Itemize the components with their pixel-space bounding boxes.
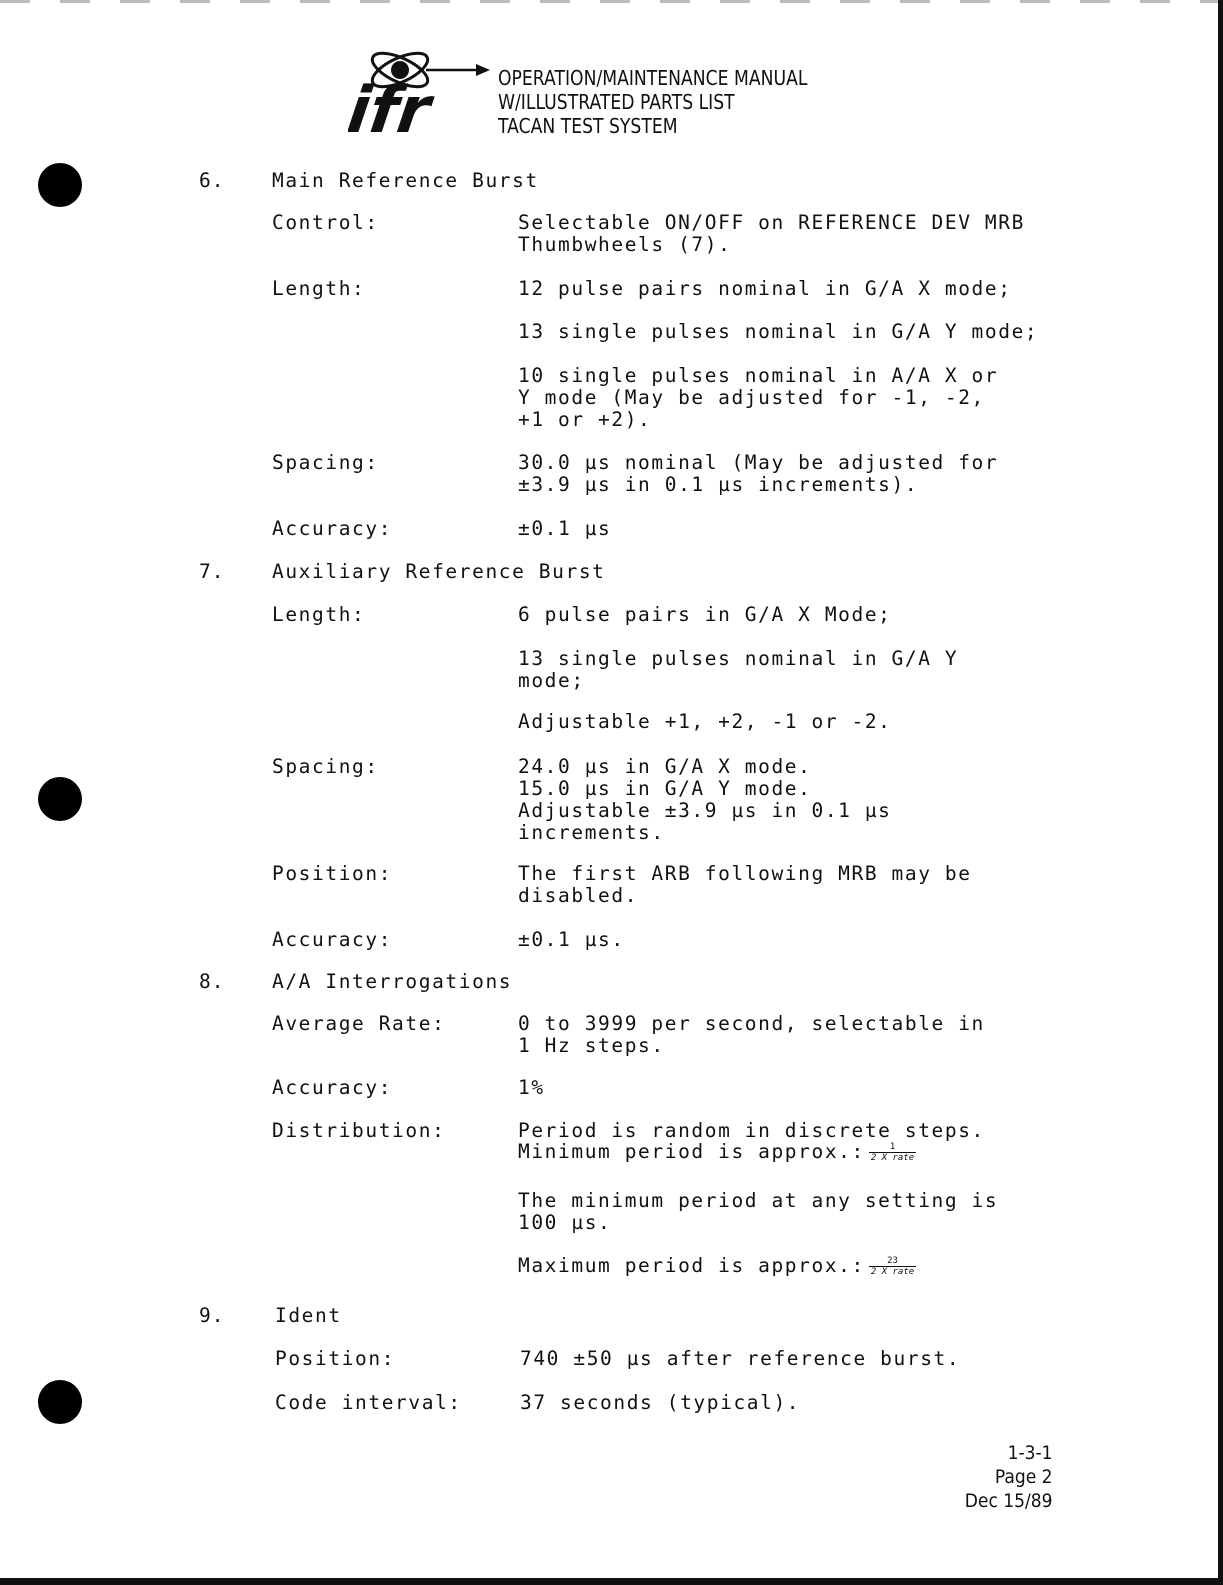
header-title [498, 66, 807, 138]
section-title: Ident [275, 1304, 342, 1327]
punch-hole-middle [38, 777, 82, 821]
spec-value: ±0.1 µs [518, 517, 612, 540]
spec-value: 0 to 3999 per second, selectable in 1 Hz steps. [518, 1012, 985, 1057]
logo-text: ifr [348, 73, 435, 140]
spec-label: Average Rate: [272, 1012, 446, 1035]
spec-value: 12 pulse pairs nominal in G/A X mode; [518, 277, 1012, 300]
section-number: 6. [199, 169, 225, 192]
spec-value: 37 seconds (typical). [520, 1391, 801, 1414]
spec-value: 1% [518, 1076, 545, 1099]
spec-value: 6 pulse pairs in G/A X Mode; [518, 603, 892, 626]
spec-value: The minimum period at any setting is 100 µs. [518, 1189, 999, 1234]
min-period-text: Minimum period is approx.: [518, 1140, 865, 1163]
header-line-3: TACAN TEST SYSTEM [498, 114, 678, 138]
spec-value [518, 1141, 916, 1163]
min-period-formula [869, 1142, 916, 1163]
formula-numerator: 23 [869, 1256, 916, 1267]
spec-value: 740 ±50 µs after reference burst. [520, 1347, 961, 1370]
scan-edge [0, 0, 1223, 3]
section-number: 9. [199, 1304, 225, 1327]
spec-value: The first ARB following MRB may be disabled. [518, 862, 972, 907]
header-line-2: W/ILLUSTRATED PARTS LIST [498, 90, 735, 114]
spec-label: Position: [272, 862, 393, 885]
spec-label: Length: [272, 603, 366, 626]
footer-section-number: 1-3-1 [1008, 1442, 1053, 1464]
spec-value: 30.0 µs nominal (May be adjusted for ±3.9 µs in 0.1 µs increments). [518, 451, 999, 496]
spec-label: Accuracy: [272, 517, 393, 540]
spec-value: Period is random in discrete steps. [518, 1119, 985, 1142]
footer-page-number: Page 2 [995, 1466, 1053, 1488]
spec-label: Accuracy: [272, 1076, 393, 1099]
spec-label: Code interval: [275, 1391, 462, 1414]
punch-hole-top [38, 163, 82, 207]
section-title: A/A Interrogations [272, 970, 513, 993]
bleed-through-ghost [110, 228, 186, 260]
footer-date: Dec 15/89 [965, 1490, 1053, 1512]
spec-value: 13 single pulses nominal in G/A Y mode; [518, 320, 1039, 343]
spec-value: 24.0 µs in G/A X mode. 15.0 µs in G/A Y mode. Adjustable ±3.9 µs in 0.1 µs increments. [518, 755, 892, 844]
spec-value: Selectable ON/OFF on REFERENCE DEV MRB Thumbwheels (7). [518, 211, 1025, 256]
section-title: Main Reference Burst [272, 169, 539, 192]
spec-value: 10 single pulses nominal in A/A X or Y mode (May be adjusted for -1, -2, +1 or +2). [518, 364, 999, 431]
max-period-formula [869, 1256, 916, 1277]
page-edge-right [1218, 0, 1223, 1585]
spec-label: Control: [272, 211, 379, 234]
formula-numerator: 1 [869, 1142, 916, 1153]
section-number: 8. [199, 970, 225, 993]
spec-label: Distribution: [272, 1119, 446, 1142]
spec-label: Length: [272, 277, 366, 300]
punch-hole-bottom [38, 1380, 82, 1424]
formula-denominator: 2 X rate [870, 1267, 915, 1277]
spec-label: Position: [275, 1347, 396, 1370]
spec-label: Spacing: [272, 451, 379, 474]
spec-value: ±0.1 µs. [518, 928, 625, 951]
max-period-text: Maximum period is approx.: [518, 1254, 865, 1277]
page-edge-bottom [0, 1578, 1223, 1585]
spec-value: 13 single pulses nominal in G/A Y mode; [518, 647, 959, 692]
header-line-1: OPERATION/MAINTENANCE MANUAL [498, 66, 808, 90]
section-title: Auxiliary Reference Burst [272, 560, 606, 583]
section-number: 7. [199, 560, 225, 583]
spec-value [518, 1255, 916, 1277]
spec-value: Adjustable +1, +2, -1 or -2. [518, 710, 892, 733]
ifr-logo [348, 40, 498, 140]
formula-denominator: 2 X rate [870, 1153, 915, 1163]
spec-label: Accuracy: [272, 928, 393, 951]
page-footer [965, 1441, 1053, 1513]
spec-label: Spacing: [272, 755, 379, 778]
